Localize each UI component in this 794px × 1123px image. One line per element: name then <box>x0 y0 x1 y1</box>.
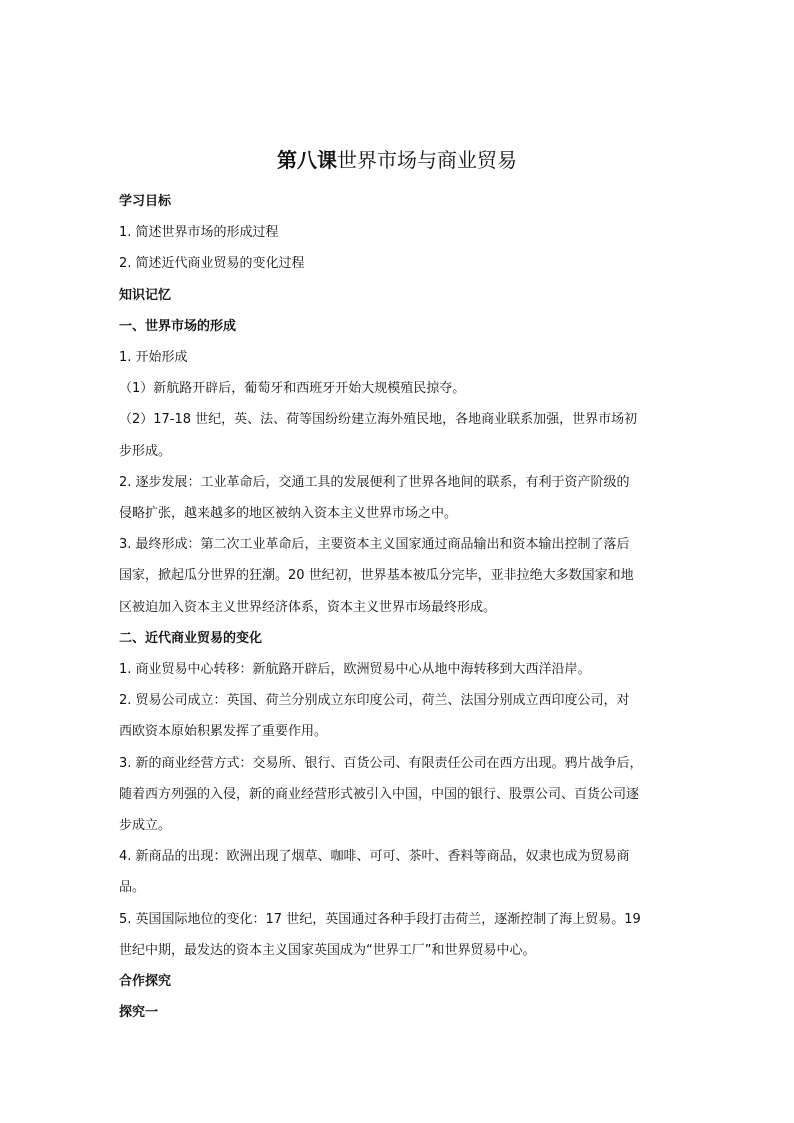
body-text-line: 侵略扩张，越来越多的地区被纳入资本主义世界市场之中。 <box>119 506 458 522</box>
page-title <box>0 146 794 174</box>
section-heading: 学习目标 <box>119 194 172 209</box>
document-body <box>119 186 679 1028</box>
body-text-line: 区被迫加入资本主义世界经济体系，资本主义世界市场最终形成。 <box>119 599 497 615</box>
body-text-line: 5. 英国国际地位的变化：17 世纪，英国通过各种手段打击荷兰，逐渐控制了海上贸易。19 <box>119 911 641 927</box>
section-heading: 知识记忆 <box>119 287 172 303</box>
body-text-line: 西欧资本原始积累发挥了重要作用。 <box>119 724 328 740</box>
body-text-line: 2. 逐步发展：工业革命后，交通工具的发展便利了世界各地间的联系，有利于资产阶级的 <box>119 474 630 490</box>
body-text-line: 1. 商业贸易中心转移：新航路开辟后，欧洲贸易中心从地中海转移到大西洋沿岸。 <box>119 662 591 678</box>
body-text-line: 2. 贸易公司成立：英国、荷兰分别成立东印度公司，荷兰、法国分别成立西印度公司，对 <box>119 693 630 709</box>
section-heading: 一、世界市场的形成 <box>119 318 237 334</box>
body-text-line: 1. 开始形成 <box>119 350 188 366</box>
body-text-line: 2. 简述近代商业贸易的变化过程 <box>119 256 305 272</box>
body-text-line: 3. 最终形成：第二次工业革命后，主要资本主义国家通过商品输出和资本输出控制了落后 <box>119 537 630 553</box>
body-text-line: 3. 新的商业经营方式：交易所、银行、百货公司、有限责任公司在西方出现。鸦片战争后， <box>119 755 643 771</box>
body-text-line: 国家，掀起瓜分世界的狂潮。20 世纪初，世界基本被瓜分完毕，亚非拉绝大多数国家和地 <box>119 568 634 584</box>
section-heading: 探究一 <box>119 1005 159 1021</box>
title-lesson-name: 世界市场与商业贸易 <box>337 148 517 172</box>
body-text-line: （1）新航路开辟后，葡萄牙和西班牙开始大规模殖民掠夺。 <box>119 381 466 397</box>
body-text-line: 品。 <box>119 880 146 896</box>
body-text-line: 1. 简述世界市场的形成过程 <box>119 225 279 241</box>
body-text-line: 步成立。 <box>119 818 172 834</box>
body-text-line: 世纪中期，最发达的资本主义国家英国成为“世界工厂”和世界贸易中心。 <box>119 942 536 958</box>
body-text-line: 步形成。 <box>119 443 172 459</box>
body-text-line: （2）17-18 世纪，英、法、荷等国纷纷建立海外殖民地，各地商业联系加强，世界市场初 <box>119 412 638 428</box>
body-text-line: 随着西方列强的入侵，新的商业经营形式被引入中国，中国的银行、股票公司、百货公司逐 <box>119 786 640 802</box>
title-lesson-number: 第八课 <box>277 148 337 172</box>
section-heading: 合作探究 <box>119 974 172 990</box>
body-text-line: 4. 新商品的出现：欧洲出现了烟草、咖啡、可可、茶叶、香料等商品，奴隶也成为贸易商 <box>119 849 630 865</box>
section-heading: 二、近代商业贸易的变化 <box>119 630 263 646</box>
